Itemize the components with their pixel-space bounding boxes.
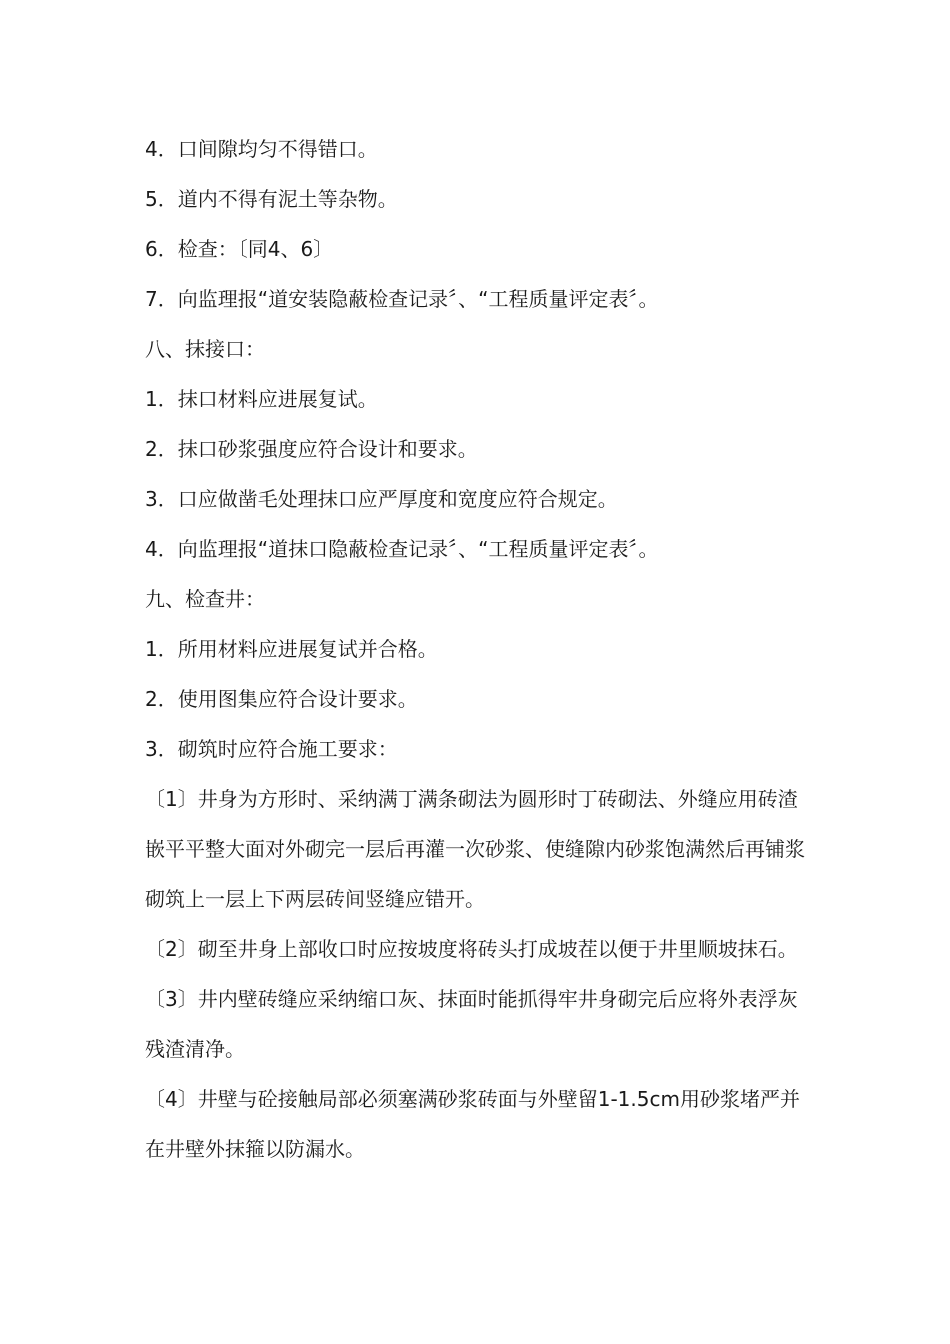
paragraph: 1．所用材料应进展复试并合格。 (145, 637, 438, 661)
section-heading: 九、检查井： (145, 587, 265, 611)
paragraph: 〔3〕井内壁砖缝应采纳缩口灰、抹面时能抓得牢井身砌完后应将外表浮灰残渣清净。 (145, 987, 798, 1061)
paragraph: 2．抹口砂浆强度应符合设计和要求。 (145, 437, 478, 461)
paragraph: 7．向监理报“道安装隐蔽检查记录〞、“工程质量评定表〞。 (145, 287, 659, 311)
paragraph: 〔2〕砌至井身上部收口时应按坡度将砖头打成坡茬以便于井里顺坡抹石。 (145, 937, 798, 961)
paragraph: 5．道内不得有泥土等杂物。 (145, 187, 398, 211)
paragraph: 6．检查：〔同4、6〕 (145, 237, 334, 261)
paragraph: 3．砌筑时应符合施工要求： (145, 737, 398, 761)
paragraph: 〔4〕井壁与砼接触局部必须塞满砂浆砖面与外壁留1-1.5cm用砂浆堵严并在井壁外抹箍以防漏水。 (145, 1087, 800, 1161)
section-heading: 八、抹接口： (145, 337, 265, 361)
paragraph: 3．口应做凿毛处理抹口应严厚度和宽度应符合规定。 (145, 487, 618, 511)
document-body (145, 124, 810, 1174)
paragraph: 4．口间隙均匀不得错口。 (145, 137, 378, 161)
paragraph: 〔1〕井身为方形时、采纳满丁满条砌法为圆形时丁砖砌法、外缝应用砖渣嵌平平整大面对外砌完一层后再灌一次砂浆、使缝隙内砂浆饱满然后再铺浆砌筑上一层上下两层砖间竖缝应错开。 (145, 787, 805, 911)
paragraph: 2．使用图集应符合设计要求。 (145, 687, 418, 711)
paragraph: 1．抹口材料应进展复试。 (145, 387, 378, 411)
paragraph: 4．向监理报“道抹口隐蔽检查记录〞、“工程质量评定表〞。 (145, 537, 659, 561)
